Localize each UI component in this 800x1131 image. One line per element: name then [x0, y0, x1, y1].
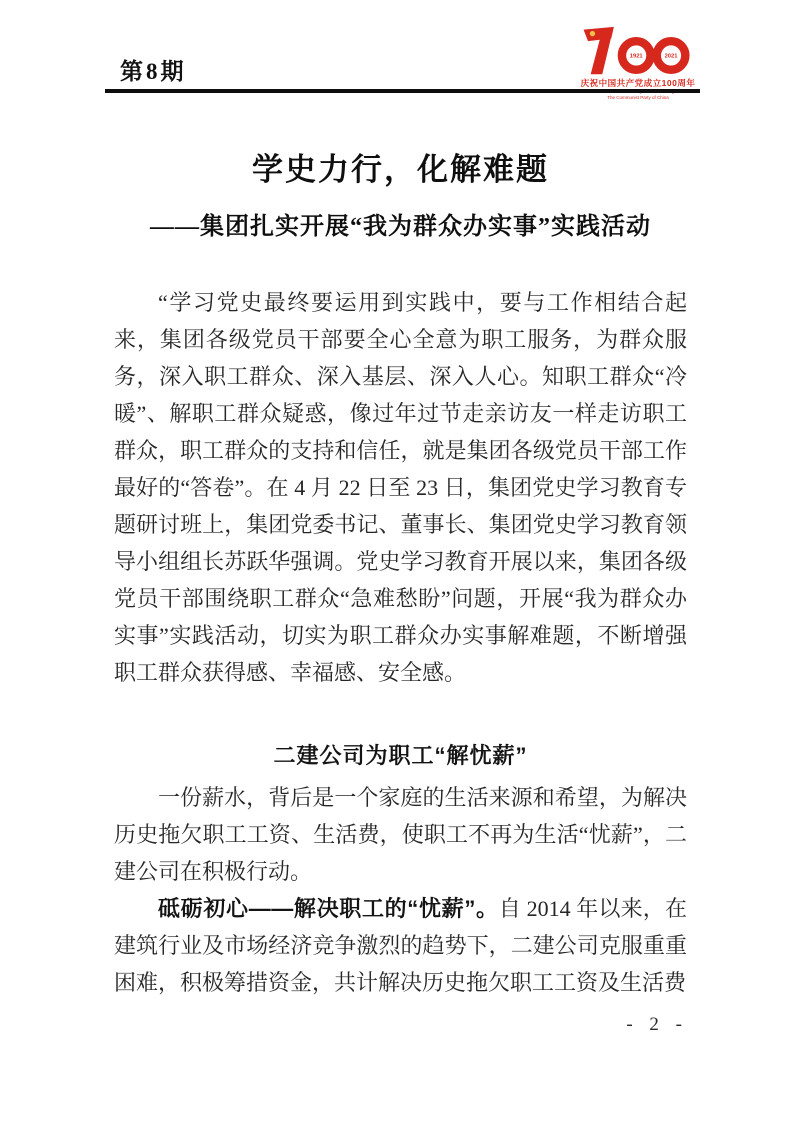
logo-caption-chinese: 庆祝中国共产党成立100周年	[580, 78, 696, 88]
logo-caption-english-line1: The 100th Anniversary of the Founding of	[596, 89, 680, 94]
article-subtitle: ——集团扎实开展“我为群众办实事”实践活动	[150, 214, 651, 240]
page-number: - 2 -	[626, 1014, 688, 1035]
logo-year-2021: 2021	[664, 53, 678, 60]
paragraph-bold-lead: 砥砺初心——解决职工的“忧薪”。	[158, 896, 499, 921]
logo-caption-english-line2: The Communist Party of China	[607, 94, 669, 100]
article-title: 学史力行，化解难题	[252, 152, 549, 187]
paragraph-rest: 自 2014 年以来，在建筑行业及市场经济竞争激烈的趋势下，二建公司克服重重困难，积极筹措资金，共计解决历史拖欠职工工资及生活费	[114, 896, 687, 995]
section-paragraph-1: 一份薪水，背后是一个家庭的生活来源和希望，为解决历史拖欠职工工资、生活费，使职工不再为生活“忧薪”，二建公司在积极行动。	[114, 785, 687, 884]
section-heading: 二建公司为职工“解忧薪”	[273, 743, 528, 768]
logo-year-1921: 1921	[629, 53, 643, 60]
intro-paragraph: “学习党史最终要运用到实践中，要与工作相结合起来，集团各级党员干部要全心全意为职工服务，为群众服务，深入职工群众、深入基层、深入人心。知职工群众“冷暖”、解职工群众疑惑，像过年过节走亲访友一样走访职工群众，职工群众的支持和信任，就是集团各级党员干部工作最好的“答卷”。在 4 月 22 日至 23 日，集团党史学习教育专题研讨班上，集团党委书记、董事长、集团党史学习教育领导小组组长苏跃华强调。党史学习教育开展以来，集团各级党员干部围绕职工群众“急难愁盼”问题，开展“我为群众办实事”实践活动，切实为职工群众办实事解难题，不断增强职工群众获得感、幸福感、安全感。	[114, 290, 687, 685]
section-paragraph-2	[114, 890, 687, 1001]
issue-label: 第8期	[120, 59, 187, 84]
